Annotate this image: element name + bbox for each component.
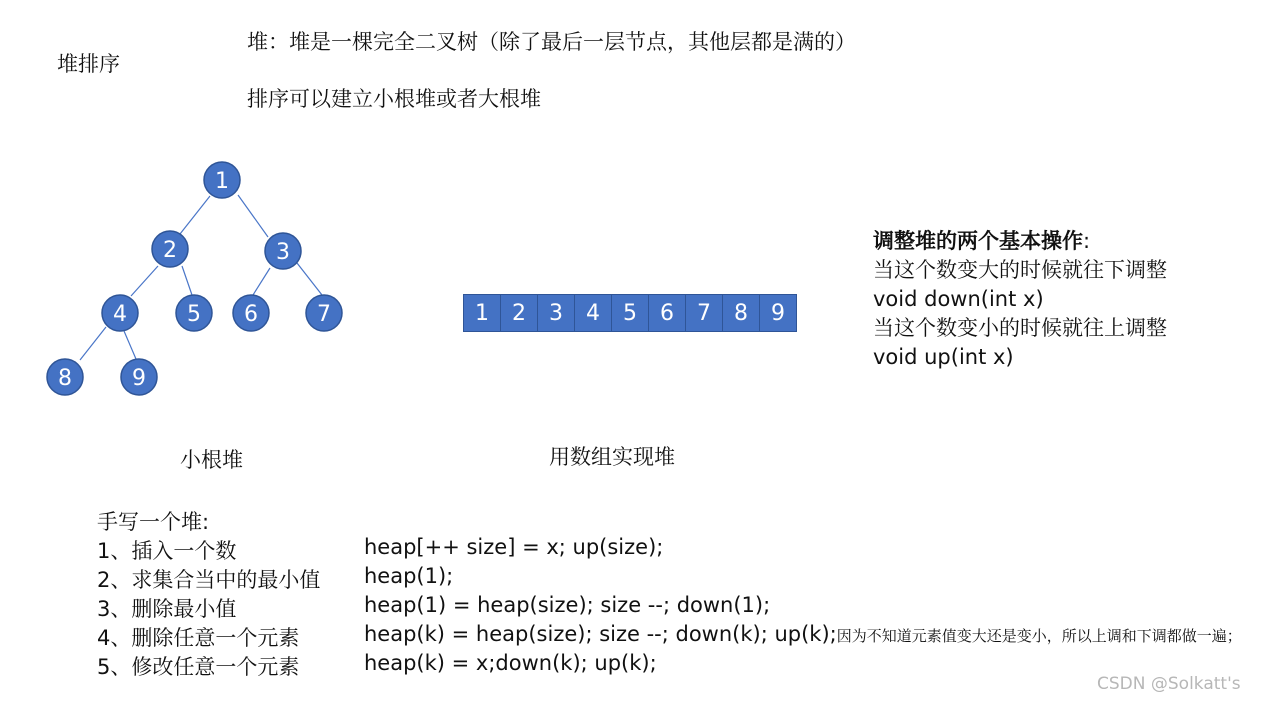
down-signature: void down(int x): [873, 287, 1044, 311]
tree-node-9-label: 9: [132, 366, 146, 391]
array-cell-6: 6: [648, 294, 686, 332]
handwritten-title: 手写一个堆:: [97, 510, 210, 534]
sort-note: 排序可以建立小根堆或者大根堆: [247, 87, 541, 111]
operations-title: 调整堆的两个基本操作: [873, 229, 1083, 253]
watermark: CSDN @Solkatt's: [1097, 674, 1241, 694]
tree-node-6-label: 6: [244, 302, 258, 327]
operations-title-line: [873, 227, 1167, 256]
edge-4-9: [124, 331, 136, 359]
array-cell-2: 2: [500, 294, 538, 332]
up-description: 当这个数变小的时候就往上调整: [873, 316, 1167, 340]
array-cell-8: 8: [722, 294, 760, 332]
tree-node-6: [233, 295, 269, 331]
up-signature: void up(int x): [873, 345, 1014, 369]
array-cell-4: 4: [574, 294, 612, 332]
tree-node-2-label: 2: [163, 238, 177, 263]
op-label-3: 3、删除最小值: [97, 597, 237, 621]
heap-array: [464, 294, 797, 332]
op-code-4: [364, 622, 1242, 646]
tree-edges: [80, 195, 322, 360]
edge-4-8: [80, 327, 106, 360]
tree-node-7-label: 7: [317, 302, 331, 327]
tree-node-8: [47, 359, 83, 395]
edge-3-6: [253, 268, 270, 295]
tree-node-8-label: 8: [58, 366, 72, 391]
page-title: 堆排序: [57, 52, 120, 76]
op-code-1: heap[++ size] = x; up(size);: [364, 535, 664, 559]
operations-colon: :: [1083, 229, 1091, 253]
down-description: 当这个数变大的时候就往下调整: [873, 258, 1167, 282]
op-code-2: heap(1);: [364, 564, 454, 588]
tree-node-4: [102, 295, 138, 331]
operations-panel: [873, 227, 1167, 372]
tree-node-9: [121, 359, 157, 395]
tree-caption: 小根堆: [180, 448, 243, 472]
edge-2-5: [182, 266, 192, 295]
edge-2-4: [131, 266, 158, 296]
op-label-2: 2、求集合当中的最小值: [97, 568, 321, 592]
op-code-4-text: heap(k) = heap(size); size --; down(k); up(k);: [364, 622, 837, 646]
edge-1-3: [238, 195, 268, 237]
edge-3-7: [297, 263, 322, 295]
tree-node-3-label: 3: [276, 240, 290, 265]
tree-node-3: [265, 233, 301, 269]
array-caption: 用数组实现堆: [549, 445, 675, 469]
heap-definition: 堆：堆是一棵完全二叉树（除了最后一层节点，其他层都是满的）: [247, 30, 856, 54]
tree-node-5: [176, 295, 212, 331]
array-cell-7: 7: [685, 294, 723, 332]
tree-node-4-label: 4: [113, 302, 127, 327]
tree-node-2: [152, 231, 188, 267]
array-cell-1: 1: [463, 294, 501, 332]
array-cell-9: 9: [759, 294, 797, 332]
tree-node-1-label: 1: [215, 169, 229, 194]
op-label-5: 5、修改任意一个元素: [97, 655, 300, 679]
op-code-3: heap(1) = heap(size); size --; down(1);: [364, 593, 771, 617]
op-code-5: heap(k) = x;down(k); up(k);: [364, 651, 657, 675]
tree-node-1: [204, 162, 240, 198]
tree-node-7: [306, 295, 342, 331]
array-cell-3: 3: [537, 294, 575, 332]
array-cell-5: 5: [611, 294, 649, 332]
tree-node-5-label: 5: [187, 302, 201, 327]
op-label-4: 4、删除任意一个元素: [97, 626, 300, 650]
op-note-4: 因为不知道元素值变大还是变小，所以上调和下调都做一遍；: [836, 627, 1242, 645]
edge-1-2: [180, 196, 210, 234]
op-label-1: 1、插入一个数: [97, 539, 237, 563]
heap-tree-diagram: [0, 0, 520, 420]
